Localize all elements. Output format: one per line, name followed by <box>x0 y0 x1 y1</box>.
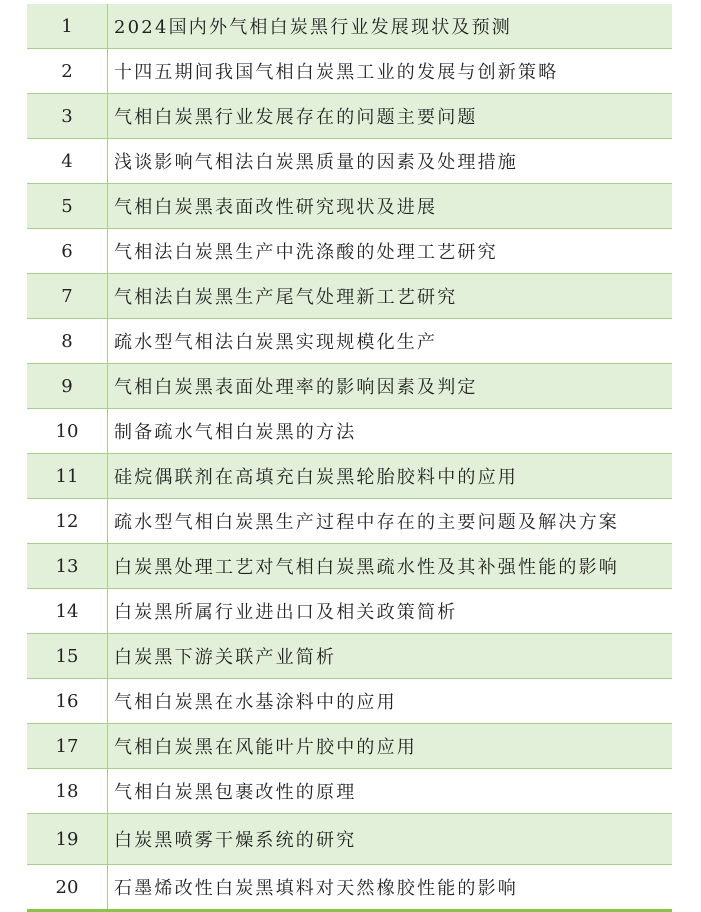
table-row <box>27 229 672 274</box>
row-title: 疏水型气相白炭黑生产过程中存在的主要问题及解决方案 <box>108 499 673 544</box>
row-number: 10 <box>27 409 108 454</box>
row-number: 20 <box>27 865 108 911</box>
row-title: 2024国内外气相白炭黑行业发展现状及预测 <box>108 4 673 49</box>
row-title: 硅烷偶联剂在高填充白炭黑轮胎胶料中的应用 <box>108 454 673 499</box>
table-row <box>27 49 672 94</box>
row-number: 19 <box>27 814 108 865</box>
row-title: 十四五期间我国气相白炭黑工业的发展与创新策略 <box>108 49 673 94</box>
row-title: 气相白炭黑在水基涂料中的应用 <box>108 679 673 724</box>
row-title: 疏水型气相法白炭黑实现规模化生产 <box>108 319 673 364</box>
row-title: 气相白炭黑表面处理率的影响因素及判定 <box>108 364 673 409</box>
table-row <box>27 679 672 724</box>
table-row <box>27 769 672 814</box>
row-title: 白炭黑喷雾干燥系统的研究 <box>108 814 673 865</box>
row-title: 气相白炭黑行业发展存在的问题主要问题 <box>108 94 673 139</box>
table-row <box>27 274 672 319</box>
table-row <box>27 184 672 229</box>
row-number: 15 <box>27 634 108 679</box>
row-title: 白炭黑所属行业进出口及相关政策简析 <box>108 589 673 634</box>
row-number: 1 <box>27 4 108 49</box>
table-row <box>27 589 672 634</box>
table-row <box>27 724 672 769</box>
table-row <box>27 139 672 184</box>
row-title: 浅谈影响气相法白炭黑质量的因素及处理措施 <box>108 139 673 184</box>
table-row <box>27 409 672 454</box>
row-title: 气相法白炭黑生产中洗涤酸的处理工艺研究 <box>108 229 673 274</box>
row-number: 16 <box>27 679 108 724</box>
table-row <box>27 454 672 499</box>
row-number: 8 <box>27 319 108 364</box>
row-number: 5 <box>27 184 108 229</box>
row-number: 3 <box>27 94 108 139</box>
table-row <box>27 814 672 865</box>
row-number: 6 <box>27 229 108 274</box>
row-title: 气相法白炭黑生产尾气处理新工艺研究 <box>108 274 673 319</box>
row-title: 制备疏水气相白炭黑的方法 <box>108 409 673 454</box>
row-title: 白炭黑下游关联产业简析 <box>108 634 673 679</box>
table-row <box>27 544 672 589</box>
row-title: 气相白炭黑在风能叶片胶中的应用 <box>108 724 673 769</box>
table-row <box>27 364 672 409</box>
table-row <box>27 499 672 544</box>
row-number: 11 <box>27 454 108 499</box>
row-title: 气相白炭黑表面改性研究现状及进展 <box>108 184 673 229</box>
row-number: 14 <box>27 589 108 634</box>
table-row <box>27 4 672 49</box>
row-title: 白炭黑处理工艺对气相白炭黑疏水性及其补强性能的影响 <box>108 544 673 589</box>
row-number: 17 <box>27 724 108 769</box>
row-number: 4 <box>27 139 108 184</box>
table-row <box>27 634 672 679</box>
row-number: 2 <box>27 49 108 94</box>
row-title: 石墨烯改性白炭黑填料对天然橡胶性能的影响 <box>108 865 673 911</box>
table-row <box>27 94 672 139</box>
row-number: 18 <box>27 769 108 814</box>
topic-table <box>27 4 672 912</box>
table-row <box>27 319 672 364</box>
row-number: 12 <box>27 499 108 544</box>
row-number: 13 <box>27 544 108 589</box>
row-title: 气相白炭黑包裹改性的原理 <box>108 769 673 814</box>
row-number: 9 <box>27 364 108 409</box>
row-number: 7 <box>27 274 108 319</box>
